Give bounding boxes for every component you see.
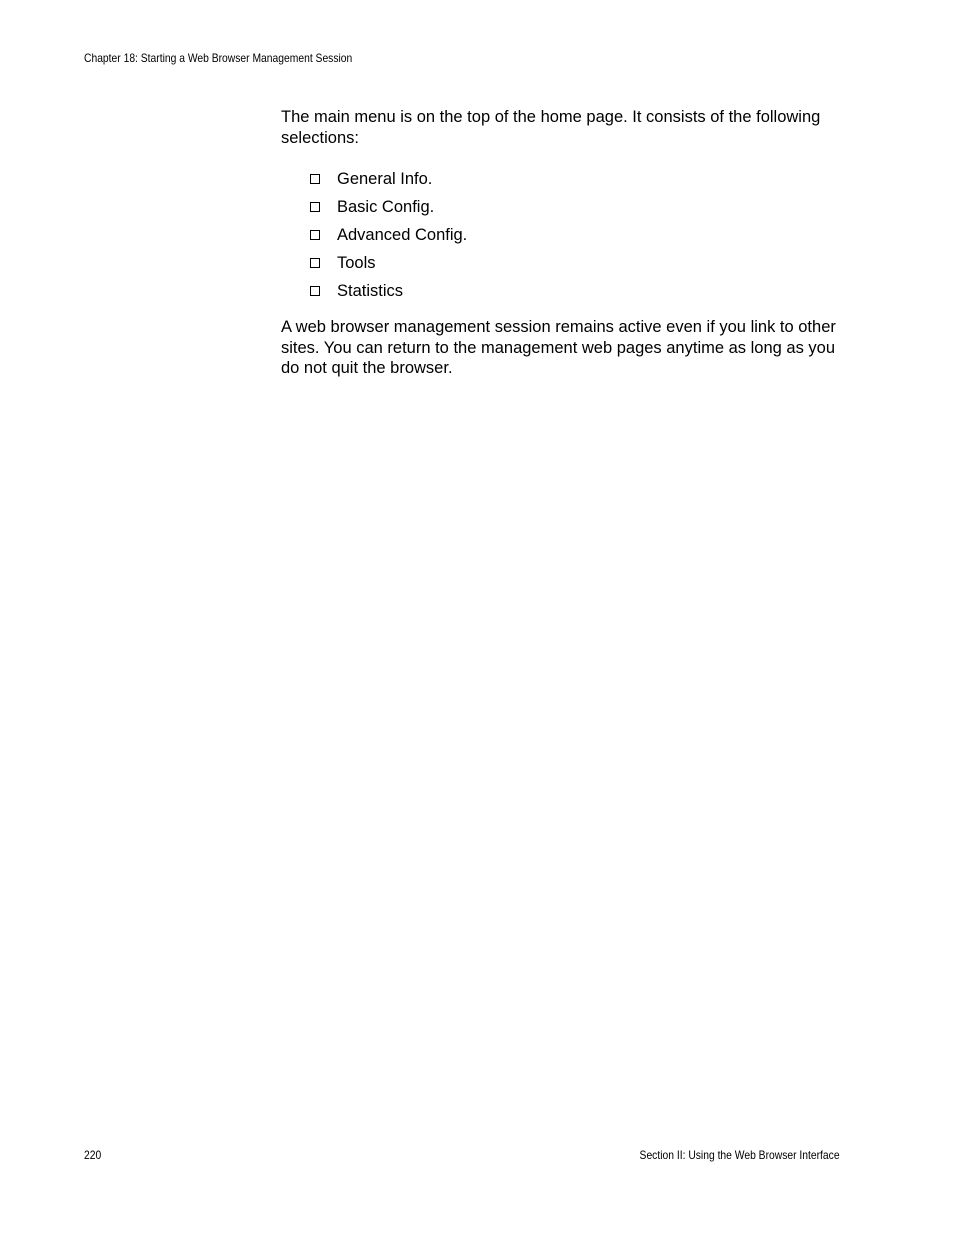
menu-selection-list xyxy=(281,165,856,305)
list-item-label: Advanced Config. xyxy=(337,225,468,244)
list-item xyxy=(310,277,856,305)
main-content xyxy=(281,107,856,379)
running-header: Chapter 18: Starting a Web Browser Management Session xyxy=(84,51,353,65)
list-item-label: General Info. xyxy=(337,169,433,188)
list-item xyxy=(310,193,856,221)
checkbox-square-icon xyxy=(310,286,321,297)
checkbox-square-icon xyxy=(310,174,321,185)
checkbox-square-icon xyxy=(310,258,321,269)
list-item-label: Tools xyxy=(337,253,376,272)
list-item-label: Basic Config. xyxy=(337,197,435,216)
checkbox-square-icon xyxy=(310,202,321,213)
list-item xyxy=(310,165,856,193)
checkbox-square-icon xyxy=(310,230,321,241)
list-item xyxy=(310,249,856,277)
section-title: Section II: Using the Web Browser Interface xyxy=(639,1148,840,1162)
list-item-label: Statistics xyxy=(337,281,404,300)
page-number: 220 xyxy=(84,1148,102,1162)
closing-paragraph: A web browser management session remains active even if you link to other sites. You can return to the management web pages anytime as long as you do not quit the browser. xyxy=(281,318,836,377)
intro-paragraph: The main menu is on the top of the home page. It consists of the following selections: xyxy=(281,108,821,147)
list-item xyxy=(310,221,856,249)
